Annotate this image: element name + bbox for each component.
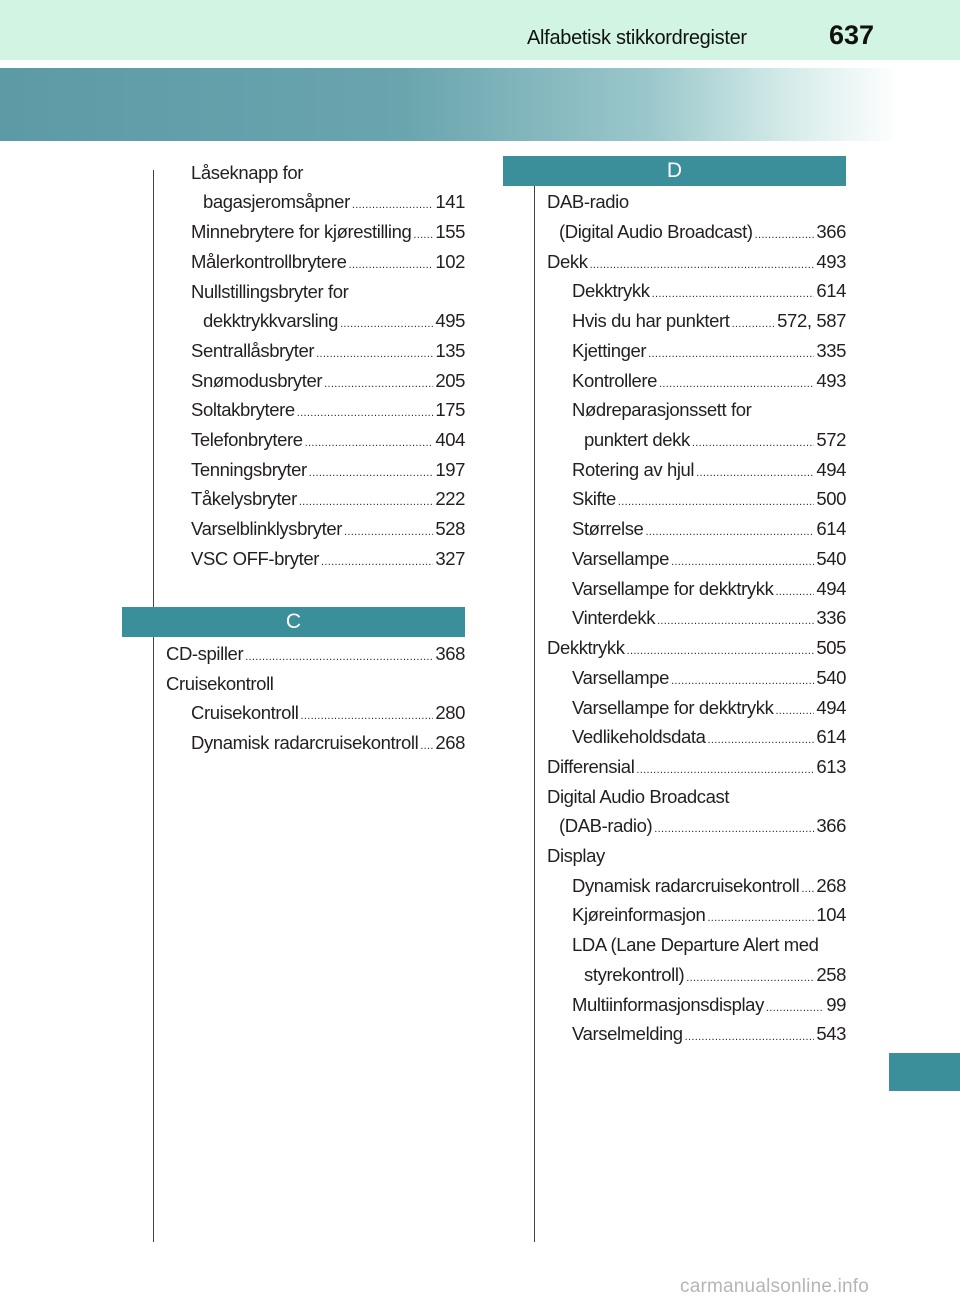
index-entry[interactable]: Sentrallåsbryter ..... 135 (191, 339, 465, 366)
page-ref: 404 (435, 429, 465, 450)
page-ref: 572 (816, 429, 846, 450)
page-ref: 614 (816, 726, 846, 747)
letter-heading-d: D (503, 156, 846, 186)
page-header (0, 0, 960, 60)
page-ref: 366 (816, 815, 846, 836)
index-entry[interactable]: Dekktrykk ..... 505 (547, 636, 846, 663)
index-entry[interactable]: Størrelse ..... 614 (572, 517, 846, 544)
index-heading: Låseknapp for (191, 162, 304, 183)
page-ref: 614 (816, 518, 846, 539)
page-ref: 540 (816, 667, 846, 688)
index-entry[interactable]: Skifte ..... 500 (572, 487, 846, 514)
index-heading: Cruisekontroll (166, 673, 274, 694)
index-entry[interactable]: Vinterdekk ..... 336 (572, 606, 846, 633)
index-entry[interactable]: Dekktrykk ..... 614 (572, 279, 846, 306)
index-heading: Digital Audio Broadcast (547, 786, 730, 807)
index-entry[interactable]: Differensial ..... 613 (547, 755, 846, 782)
index-entry[interactable]: Dekk ..... 493 (547, 250, 846, 277)
index-entry[interactable]: (DAB-radio) ..... 366 (559, 814, 846, 841)
page-ref: 495 (435, 310, 465, 331)
index-entry[interactable]: Telefonbrytere ..... 404 (191, 428, 465, 455)
index-entry[interactable]: Varsellampe ..... 540 (572, 547, 846, 574)
index-entry[interactable]: VSC OFF-bryter ..... 327 (191, 547, 465, 574)
page-ref: 327 (435, 548, 465, 569)
index-heading: Nullstillingsbryter for (191, 281, 349, 302)
index-entry[interactable]: styrekontroll) ..... 258 (584, 963, 846, 990)
page-ref: 280 (435, 702, 465, 723)
page-ref: 175 (435, 399, 465, 420)
page-ref: 614 (816, 280, 846, 301)
page-ref: 500 (816, 488, 846, 509)
page-ref: 99 (826, 994, 846, 1015)
right-column-rule (534, 170, 535, 1242)
left-column-rule (153, 170, 154, 1242)
page-number: 637 (829, 20, 875, 50)
letter-heading-c: C (122, 607, 465, 637)
index-entry[interactable]: Cruisekontroll ..... 280 (191, 701, 465, 728)
page-ref: 494 (816, 697, 846, 718)
section-title: Alfabetisk stikkordregister (527, 27, 747, 49)
page-ref: 104 (816, 904, 846, 925)
index-entry[interactable]: bagasjeromsåpner ..... 141 (203, 190, 465, 217)
page-ref: 141 (435, 191, 465, 212)
page-ref: 135 (435, 340, 465, 361)
index-entry[interactable]: Kjøreinformasjon ..... 104 (572, 903, 846, 930)
page-ref: 493 (816, 370, 846, 391)
index-entry[interactable]: Varsellampe for dekktrykk ..... 494 (572, 696, 846, 723)
index-entry[interactable]: Soltakbrytere ..... 175 (191, 398, 465, 425)
page-ref: 613 (816, 756, 846, 777)
index-heading: Nødreparasjonssett for (572, 399, 752, 420)
index-entry[interactable]: punktert dekk ..... 572 (584, 428, 846, 455)
index-entry[interactable]: Varselmelding ..... 543 (572, 1022, 846, 1049)
index-entry[interactable]: Dynamisk radarcruisekontroll ..... 268 (191, 731, 465, 758)
index-entry[interactable]: Hvis du har punktert ..... 572, 587 (572, 309, 846, 336)
index-heading: DAB-radio (547, 191, 629, 212)
page-ref: 336 (816, 607, 846, 628)
page-ref: 528 (435, 518, 465, 539)
page-ref: 335 (816, 340, 846, 361)
index-entry[interactable]: Kontrollere ..... 493 (572, 369, 846, 396)
page-ref: 543 (816, 1023, 846, 1044)
page-ref: 572, 587 (777, 310, 846, 331)
index-entry[interactable]: Snømodusbryter ..... 205 (191, 369, 465, 396)
index-entry[interactable]: Minnebrytere for kjørestilling ..... 155 (191, 220, 465, 247)
page-ref: 268 (816, 875, 846, 896)
index-entry[interactable]: Kjettinger ..... 335 (572, 339, 846, 366)
index-entry[interactable]: Dynamisk radarcruisekontroll ..... 268 (572, 874, 846, 901)
page-ref: 505 (816, 637, 846, 658)
page-ref: 155 (435, 221, 465, 242)
watermark: carmanualsonline.info (680, 1276, 870, 1297)
index-entry[interactable]: (Digital Audio Broadcast) ..... 366 (559, 220, 846, 247)
index-entry[interactable]: dekktrykkvarsling ..... 495 (203, 309, 465, 336)
header-banner (0, 68, 900, 141)
page-ref: 205 (435, 370, 465, 391)
page-ref: 102 (435, 251, 465, 272)
page-ref: 197 (435, 459, 465, 480)
page-ref: 540 (816, 548, 846, 569)
index-entry[interactable]: Rotering av hjul ..... 494 (572, 458, 846, 485)
page-ref: 222 (435, 488, 465, 509)
index-entry[interactable]: Multiinformasjonsdisplay ..... 99 (572, 993, 846, 1020)
page-ref: 366 (816, 221, 846, 242)
page-ref: 494 (816, 578, 846, 599)
index-heading: Display (547, 845, 605, 866)
index-entry[interactable]: Vedlikeholdsdata ..... 614 (572, 725, 846, 752)
index-entry[interactable]: CD-spiller ..... 368 (166, 642, 465, 669)
page-ref: 258 (816, 964, 846, 985)
index-heading: LDA (Lane Departure Alert med (572, 934, 819, 955)
page-ref: 493 (816, 251, 846, 272)
index-entry[interactable]: Varsellampe ..... 540 (572, 666, 846, 693)
index-entry[interactable]: Tenningsbryter ..... 197 (191, 458, 465, 485)
index-entry[interactable]: Tåkelysbryter ..... 222 (191, 487, 465, 514)
index-entry[interactable]: Målerkontrollbrytere ..... 102 (191, 250, 465, 277)
page-ref: 494 (816, 459, 846, 480)
page-ref: 368 (435, 643, 465, 664)
index-entry[interactable]: Varselblinklysbryter ..... 528 (191, 517, 465, 544)
index-entry[interactable]: Varsellampe for dekktrykk ..... 494 (572, 577, 846, 604)
chapter-tab (889, 1053, 960, 1091)
page-ref: 268 (435, 732, 465, 753)
